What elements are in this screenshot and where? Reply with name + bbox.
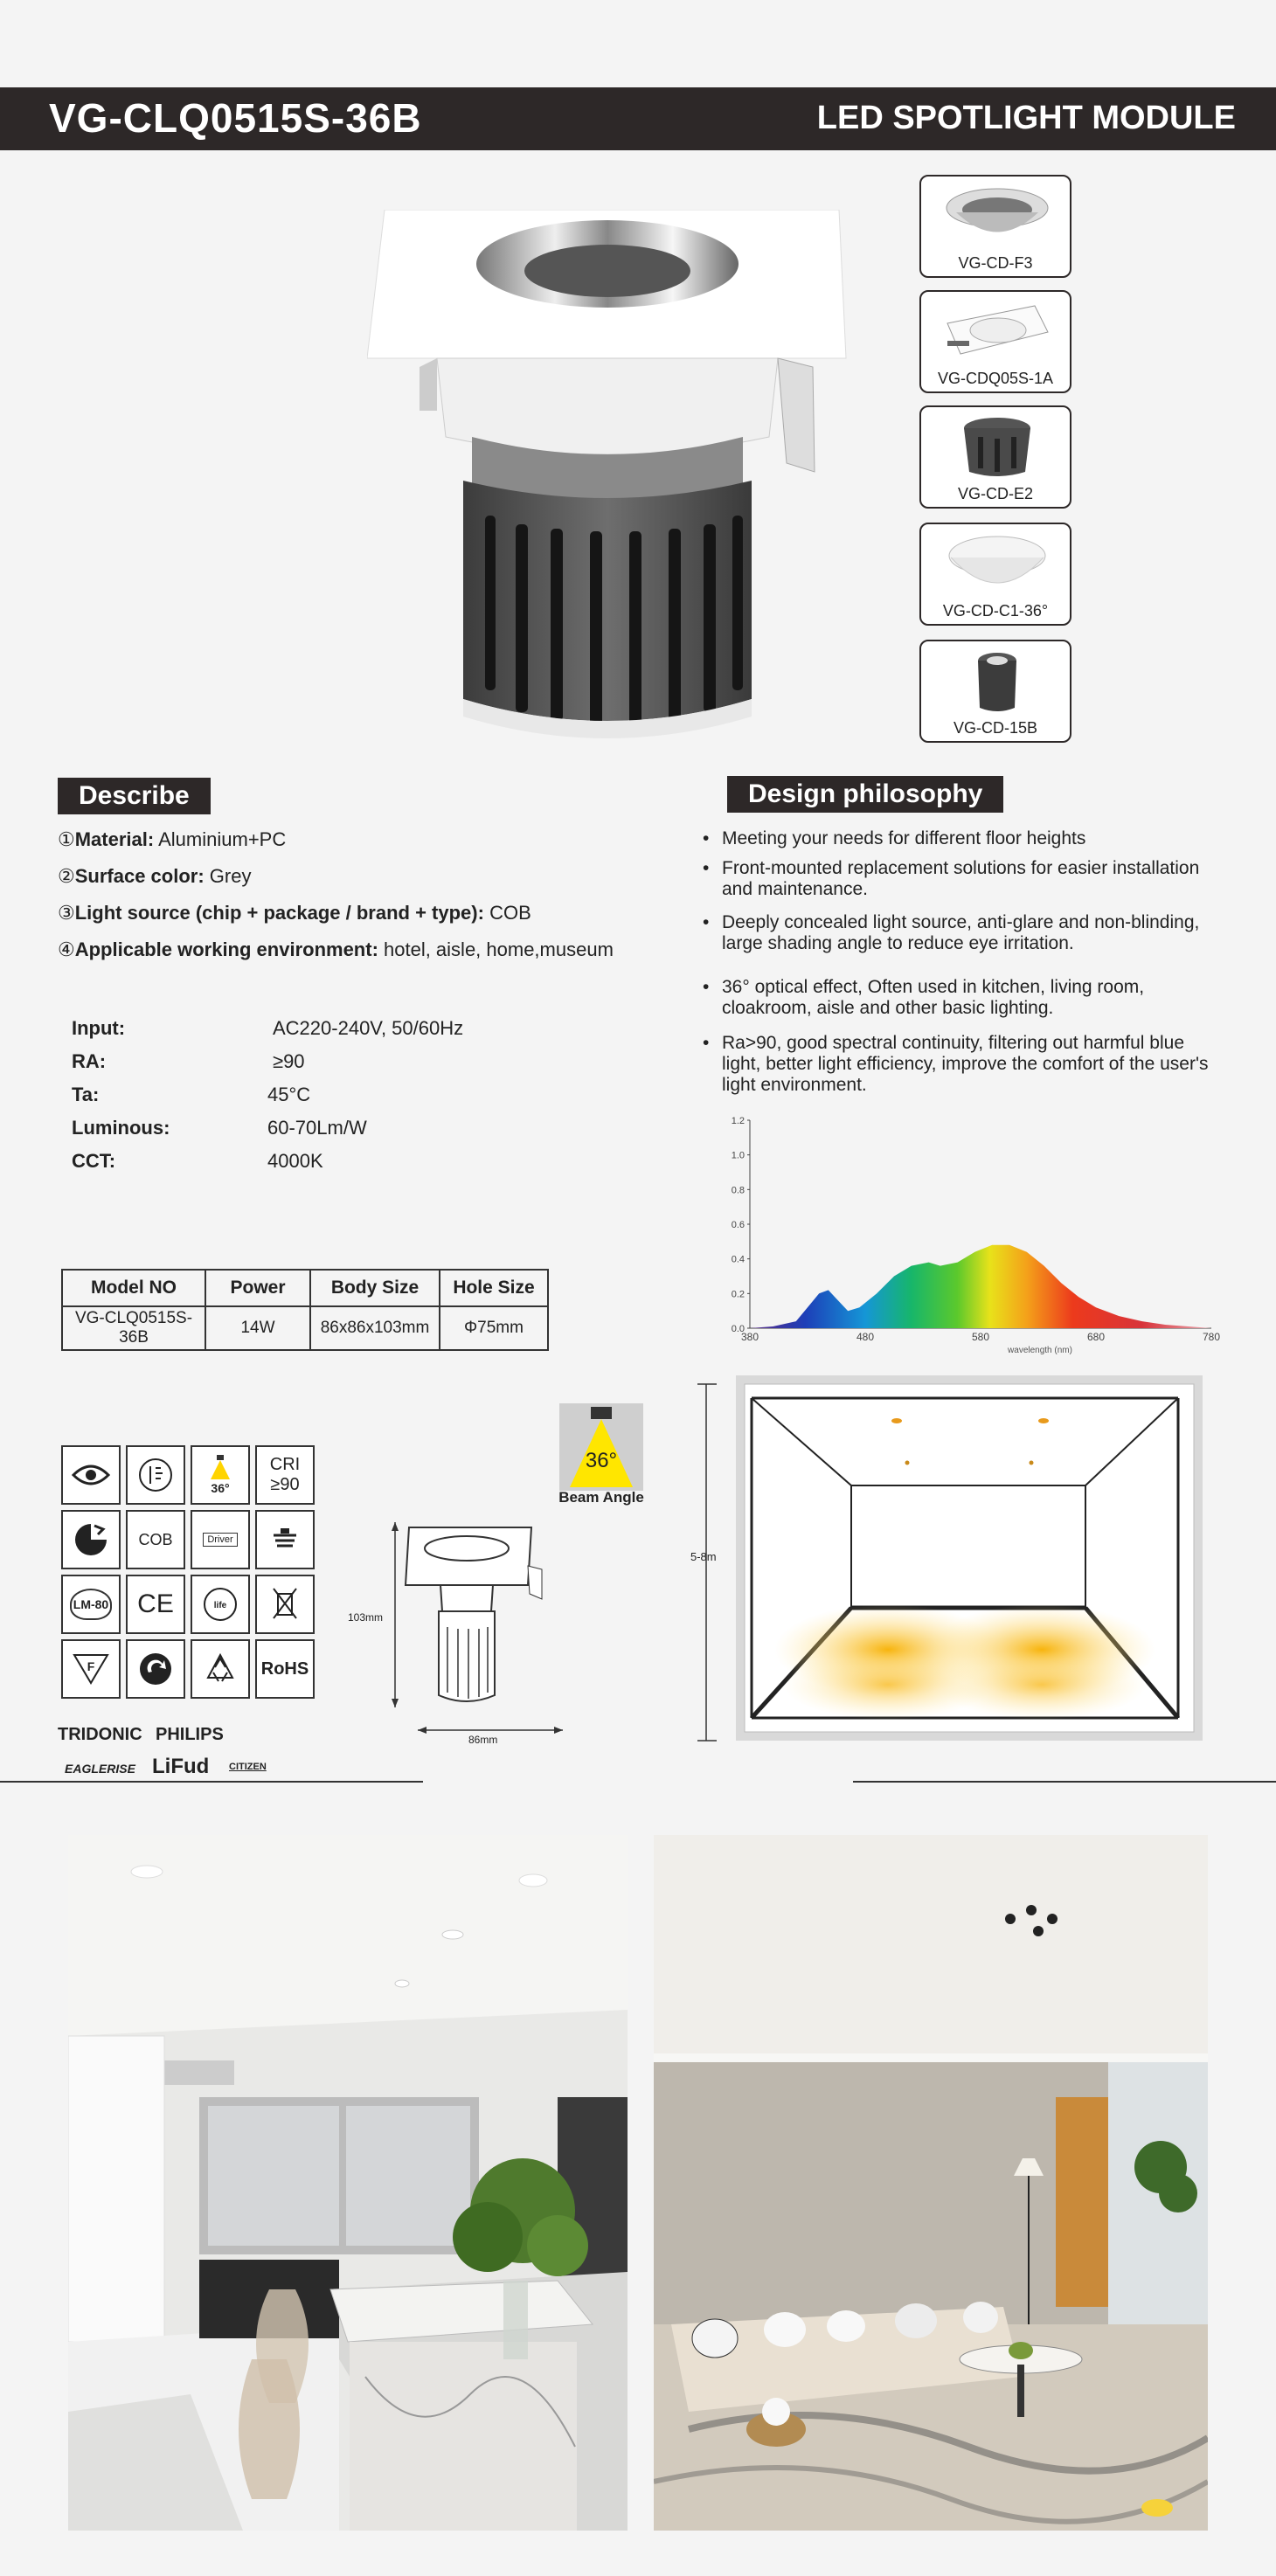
cob-badge: COB	[126, 1510, 185, 1569]
y-tick-label: 0.8	[731, 1185, 745, 1196]
accessory-label: VG-CDQ05S-1A	[937, 370, 1054, 387]
x-tick-label: 480	[856, 1331, 875, 1343]
header-band	[0, 87, 1276, 150]
accessory-label: VG-CD-F3	[958, 254, 1033, 272]
table-cell: 86x86x103mm	[310, 1306, 440, 1350]
f-mark-icon	[61, 1639, 121, 1699]
accessory-card-c1[interactable]	[919, 523, 1071, 626]
table-cell: Φ75mm	[440, 1306, 548, 1350]
svg-text:F: F	[87, 1659, 95, 1673]
accessory-label: VG-CD-E2	[957, 485, 1033, 502]
weee-icon	[255, 1575, 315, 1634]
spectrum-chart	[699, 1110, 1224, 1363]
model-table	[61, 1269, 549, 1351]
divider-right	[853, 1781, 1276, 1783]
dimension-height: 103mm	[348, 1611, 384, 1624]
recycle-icon	[191, 1639, 250, 1699]
spec-value: AC220-240V, 50/60Hz	[273, 1017, 464, 1039]
spec-key: CCT:	[72, 1150, 116, 1172]
spec-value: 60-70Lm/W	[267, 1117, 367, 1139]
lens-icon	[939, 530, 1056, 599]
x-tick-label: 580	[971, 1331, 990, 1343]
beam-angle-icon	[559, 1403, 643, 1491]
lifespan-icon	[191, 1575, 250, 1634]
beam-angle-value: 36°	[585, 1449, 618, 1472]
describe-item: ②Surface color: Grey	[58, 865, 252, 887]
spec-value: 45°C	[267, 1084, 311, 1105]
table-header: Power	[205, 1270, 310, 1306]
svg-text:life: life	[213, 1601, 227, 1610]
table-header: Model NO	[62, 1270, 205, 1306]
x-tick-label: 680	[1086, 1331, 1106, 1343]
y-tick-label: 1.2	[731, 1116, 745, 1126]
living-room-photo	[654, 1835, 1208, 2531]
y-tick-label: 0.2	[731, 1289, 745, 1300]
brand-citizen: CITIZEN	[229, 1762, 267, 1772]
kitchen-photo	[68, 1835, 628, 2531]
room-height-label: 5-8m	[690, 1550, 717, 1563]
rohs-badge: RoHS	[255, 1639, 315, 1699]
y-tick-label: 0.0	[731, 1324, 745, 1334]
spec-key: Luminous:	[72, 1117, 170, 1139]
beam-angle-label: Beam Angle	[558, 1489, 644, 1506]
accessory-label: VG-CD-15B	[953, 719, 1038, 737]
table-header: Hole Size	[440, 1270, 548, 1306]
anti-glare-icon	[126, 1445, 185, 1505]
x-tick-label: 380	[740, 1331, 759, 1343]
reflector-icon	[939, 182, 1056, 252]
driver-icon: Driver	[191, 1510, 250, 1569]
lm80-badge: LM-80	[61, 1575, 121, 1634]
describe-item: ①Material: Aluminium+PC	[58, 828, 287, 850]
design-bullet: • Front-mounted replacement solutions for easier installation and maintenance.	[703, 858, 1200, 899]
accessory-label: VG-CD-C1-36°	[942, 602, 1049, 620]
brand-tridonic: TRIDONIC	[58, 1725, 142, 1744]
x-axis-label: wavelength (nm)	[1008, 1346, 1072, 1355]
y-tick-label: 0.4	[731, 1254, 745, 1265]
module-icon	[939, 647, 1056, 717]
y-tick-label: 1.0	[731, 1150, 745, 1161]
trim-frame-icon	[939, 297, 1056, 367]
spec-key: RA:	[72, 1050, 107, 1072]
room-illustration	[690, 1375, 1203, 1749]
divider-left	[0, 1781, 423, 1783]
dimension-drawing	[343, 1513, 587, 1748]
accessory-card-e2[interactable]	[919, 405, 1071, 509]
table-header: Body Size	[310, 1270, 440, 1306]
dimension-width: 86mm	[468, 1734, 498, 1746]
cri-badge: CRI ≥90	[255, 1445, 315, 1505]
spec-key: Input:	[72, 1017, 126, 1039]
design-title: Design philosophy	[727, 776, 1003, 813]
table-cell: VG-CLQ0515S-36B	[62, 1306, 205, 1350]
accessory-card-f3[interactable]	[919, 175, 1071, 278]
model-title: VG-CLQ0515S-36B	[49, 95, 422, 141]
recycle-arrow-icon	[126, 1639, 185, 1699]
spectrum-series	[750, 1245, 1211, 1328]
brand-lifud: LiFud	[152, 1755, 210, 1778]
ce-mark: CE	[126, 1575, 185, 1634]
describe-item: ④Applicable working environment: hotel, aisle, home,museum	[58, 938, 614, 960]
dimming-icon	[255, 1510, 315, 1569]
y-tick-label: 0.6	[731, 1220, 745, 1230]
brand-eaglerise: EAGLERISE	[65, 1762, 135, 1776]
spec-value: ≥90	[273, 1050, 305, 1072]
spec-key: Ta:	[72, 1084, 100, 1105]
accessory-card-cdq05s[interactable]	[919, 290, 1071, 393]
energy-icon	[61, 1510, 121, 1569]
design-bullet: • Deeply concealed light source, anti-glare and non-blinding, large shading angle to reduce eye irritation.	[703, 912, 1200, 953]
design-bullet: • 36° optical effect, Often used in kitchen, living room, cloakroom, aisle and other basic lighting.	[703, 977, 1145, 1018]
design-bullet: • Ra>90, good spectral continuity, filtering out harmful blue light, better light efficiency, improve the comfort of the user's light environment.	[703, 1033, 1209, 1095]
table-cell: 14W	[205, 1306, 310, 1350]
accessory-card-15b[interactable]	[919, 640, 1071, 743]
x-tick-label: 780	[1202, 1331, 1221, 1343]
design-bullet: • Meeting your needs for different floor heights	[703, 828, 1086, 848]
product-image	[367, 210, 856, 769]
eye-icon	[61, 1445, 121, 1505]
spec-value: 4000K	[267, 1150, 323, 1172]
describe-item: ③Light source (chip + package / brand + type): COB	[58, 902, 531, 924]
describe-title: Describe	[58, 778, 211, 814]
brand-philips: PHILIPS	[156, 1725, 224, 1744]
product-type-title: LED SPOTLIGHT MODULE	[816, 100, 1236, 136]
heat-sink-icon	[939, 412, 1056, 482]
beam-36-icon: 36°	[191, 1445, 250, 1505]
